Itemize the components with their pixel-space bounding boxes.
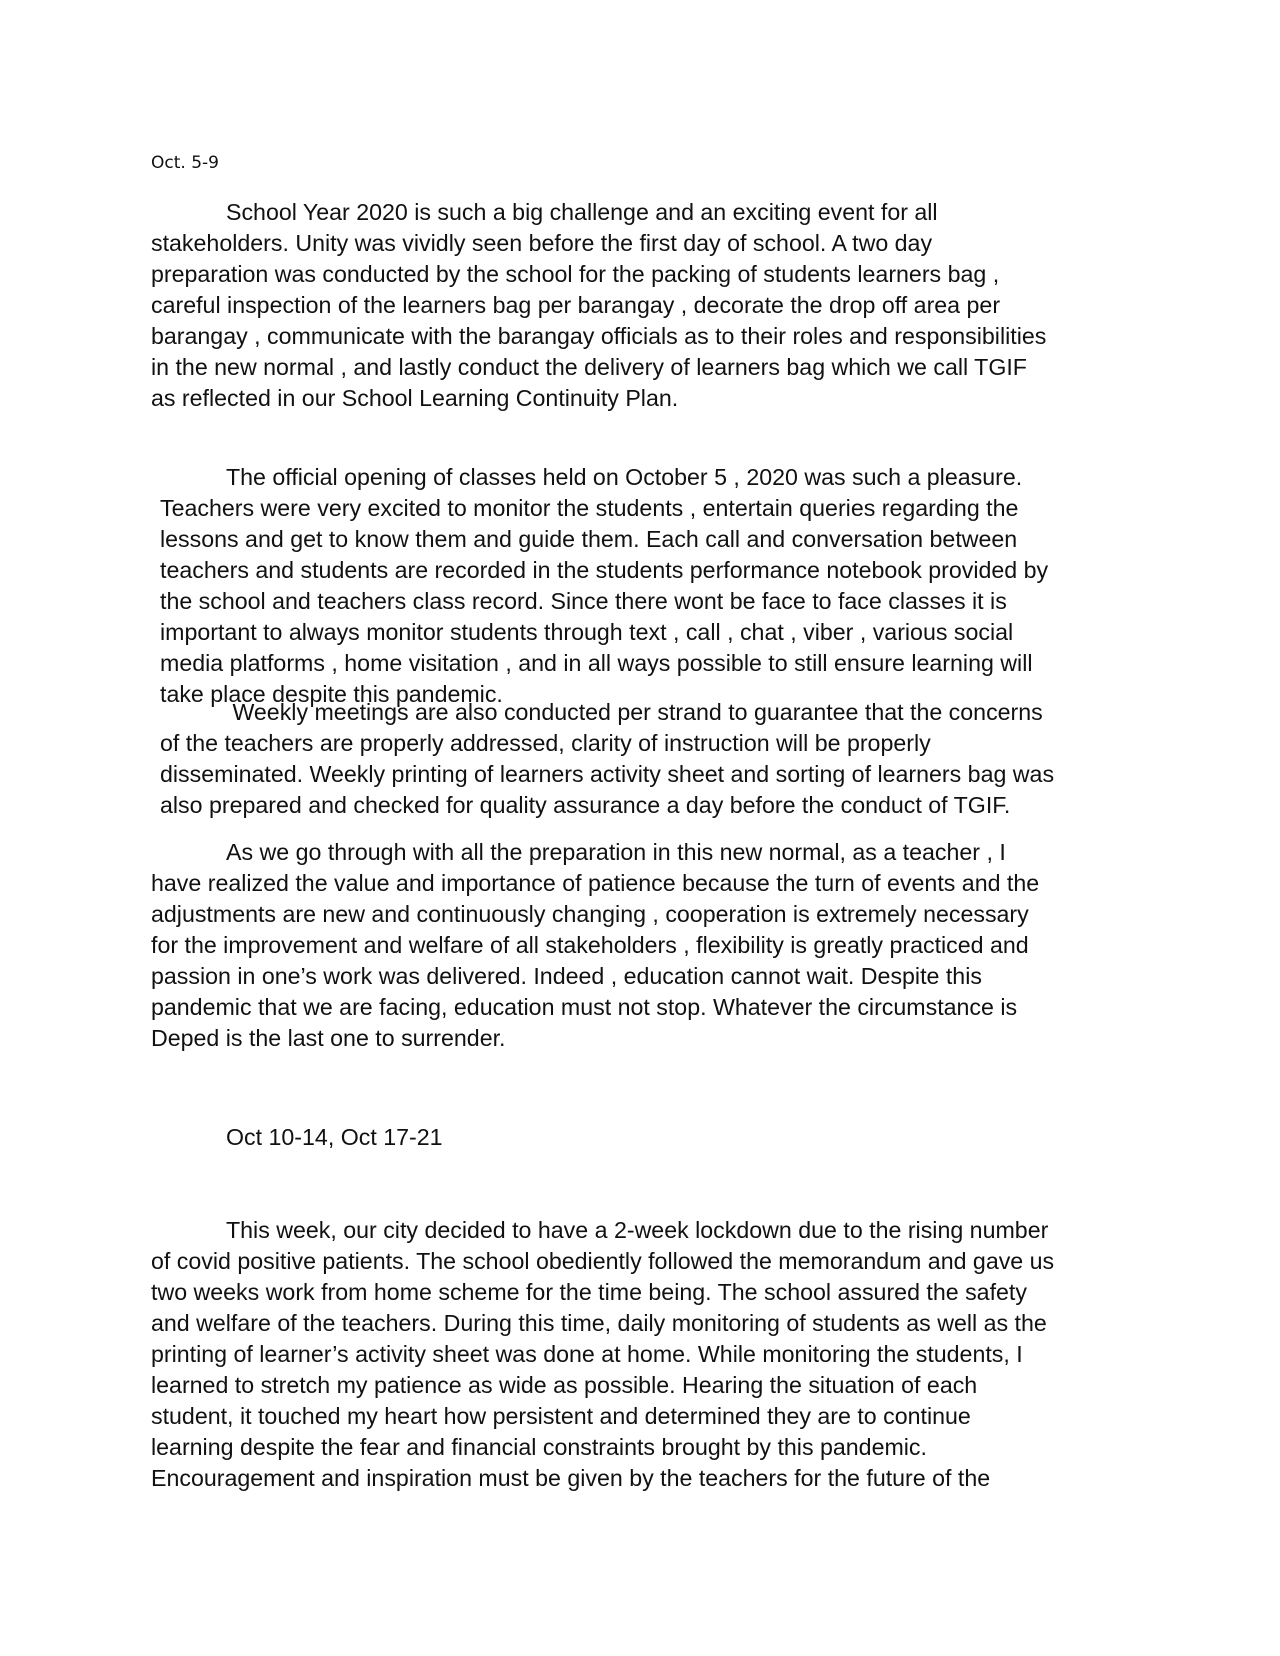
text-line: Teachers were very excited to monitor the students , entertain queries regarding the: [160, 495, 1019, 521]
section-date: Oct 10-14, Oct 17-21: [226, 1124, 443, 1150]
text-line: two weeks work from home scheme for the time being. The school assured the safety: [151, 1279, 1027, 1305]
text-line: Deped is the last one to surrender.: [151, 1025, 506, 1051]
paragraph-opening-classes: [160, 462, 1048, 710]
text-line: in the new normal , and lastly conduct the delivery of learners bag which we call TGIF: [151, 354, 1027, 380]
text-line: careful inspection of the learners bag per barangay , decorate the drop off area per: [151, 292, 1001, 318]
text-line: pandemic that we are facing, education must not stop. Whatever the circumstance is: [151, 994, 1018, 1020]
text-line: as reflected in our School Learning Continuity Plan.: [151, 385, 679, 411]
text-line: important to always monitor students through text , call , chat , viber , various social: [160, 619, 1014, 645]
text-line: also prepared and checked for quality assurance a day before the conduct of TGIF.: [160, 792, 1011, 818]
paragraph-weekly-meetings: [160, 697, 1054, 821]
text-line: The official opening of classes held on October 5 , 2020 was such a pleasure.: [226, 464, 1023, 490]
text-line: adjustments are new and continuously changing , cooperation is extremely necessary: [151, 901, 1029, 927]
text-line: learned to stretch my patience as wide as possible. Hearing the situation of each: [151, 1372, 978, 1398]
text-line: Encouragement and inspiration must be given by the teachers for the future of the: [151, 1465, 991, 1491]
text-line: preparation was conducted by the school for the packing of students learners bag ,: [151, 261, 1000, 287]
text-line: stakeholders. Unity was vividly seen before the first day of school. A two day: [151, 230, 933, 256]
text-line: As we go through with all the preparation in this new normal, as a teacher , I: [226, 839, 1006, 865]
paragraph-school-year: [151, 197, 1046, 414]
text-line: lessons and get to know them and guide them. Each call and conversation between: [160, 526, 1018, 552]
text-line: of covid positive patients. The school obediently followed the memorandum and gave us: [151, 1248, 1055, 1274]
paragraph-lockdown: [151, 1215, 1054, 1494]
text-line: printing of learner’s activity sheet was done at home. While monitoring the students, I: [151, 1341, 1023, 1367]
text-line: of the teachers are properly addressed, clarity of instruction will be properly: [160, 730, 931, 756]
text-line: student, it touched my heart how persistent and determined they are to continue: [151, 1403, 971, 1429]
text-line: passion in one’s work was delivered. Indeed , education cannot wait. Despite this: [151, 963, 982, 989]
text-line: School Year 2020 is such a big challenge and an exciting event for all: [226, 199, 938, 225]
header-date: Oct. 5-9: [151, 153, 219, 173]
text-line: have realized the value and importance of patience because the turn of events and the: [151, 870, 1040, 896]
text-line: for the improvement and welfare of all stakeholders , flexibility is greatly practiced and: [151, 932, 1029, 958]
text-line: the school and teachers class record. Since there wont be face to face classes it is: [160, 588, 1007, 614]
text-line: learning despite the fear and financial constraints brought by this pandemic.: [151, 1434, 927, 1460]
text-line: media platforms , home visitation , and in all ways possible to still ensure learning will: [160, 650, 1033, 676]
text-line: disseminated. Weekly printing of learners activity sheet and sorting of learners bag was: [160, 761, 1055, 787]
text-line: barangay , communicate with the barangay officials as to their roles and responsibilities: [151, 323, 1047, 349]
text-line: This week, our city decided to have a 2-week lockdown due to the rising number: [226, 1217, 1049, 1243]
paragraph-reflection: [151, 837, 1039, 1054]
text-line: teachers and students are recorded in the students performance notebook provided by: [160, 557, 1049, 583]
text-line: Weekly meetings are also conducted per strand to guarantee that the concerns: [226, 699, 1043, 725]
text-line: take place despite this pandemic.: [160, 681, 503, 707]
text-line: and welfare of the teachers. During this time, daily monitoring of students as well as the: [151, 1310, 1047, 1336]
